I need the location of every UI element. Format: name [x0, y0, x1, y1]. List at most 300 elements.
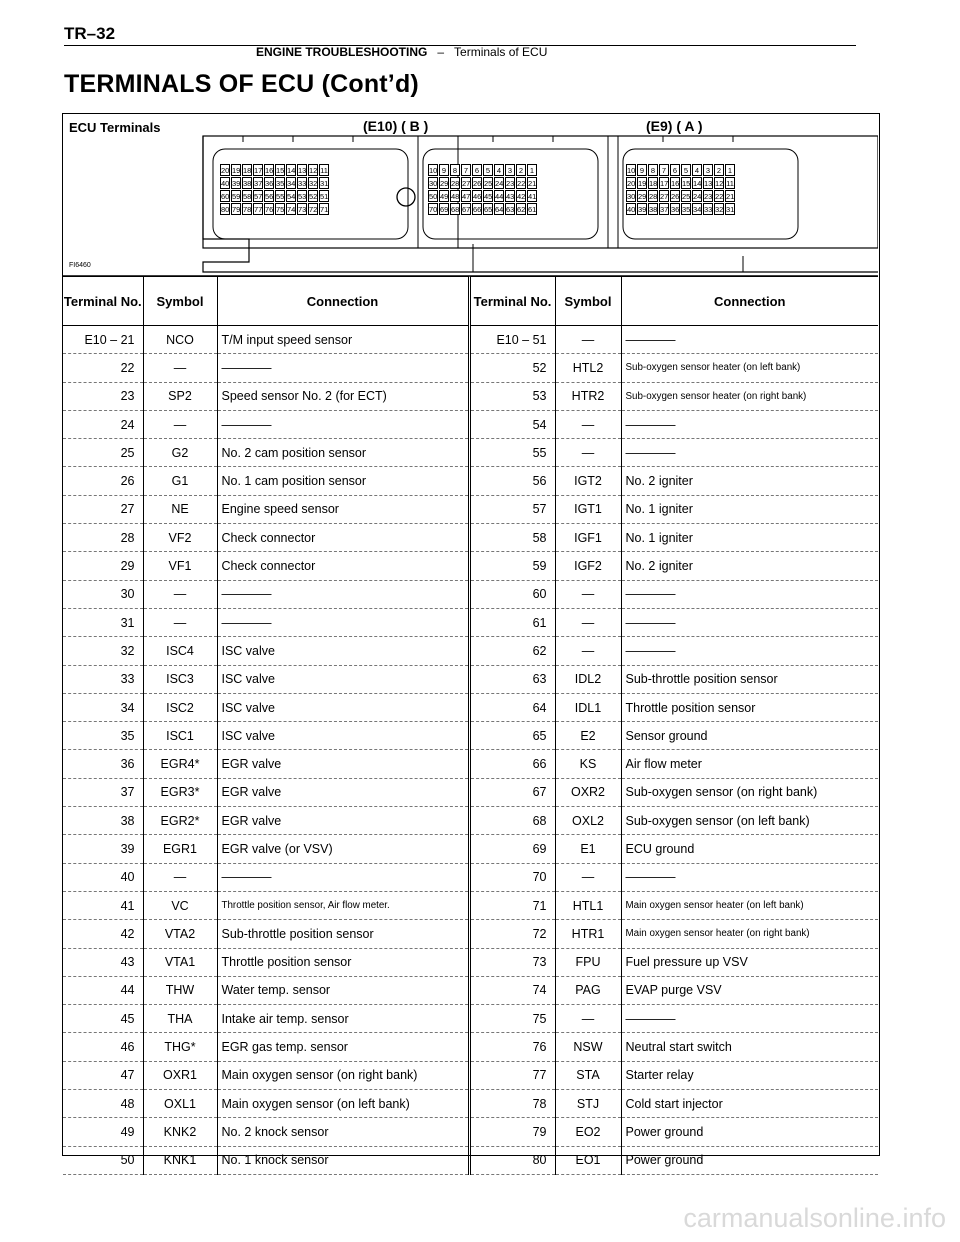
- terminal-no-cell: 45: [63, 1005, 143, 1033]
- symbol-cell-right: IGT2: [555, 467, 621, 495]
- symbol-cell: VTA1: [143, 948, 217, 976]
- table-row: [63, 835, 878, 863]
- terminal-pin: 36: [671, 205, 680, 214]
- terminal-pin: 15: [682, 179, 691, 188]
- terminal-pin: 67: [462, 205, 471, 214]
- pin-row: [428, 164, 537, 176]
- terminal-no-cell-right: 63: [469, 665, 555, 693]
- symbol-cell-right: —: [555, 863, 621, 891]
- terminal-pin: 2: [714, 164, 724, 176]
- connection-cell: Engine speed sensor: [217, 495, 469, 523]
- terminal-pin: 14: [287, 166, 296, 175]
- connection-cell-right: Sensor ground: [621, 722, 878, 750]
- section-title: ENGINE TROUBLESHOOTING: [256, 45, 428, 59]
- terminal-pin: 6: [472, 164, 482, 176]
- connection-cell: Check connector: [217, 524, 469, 552]
- connection-cell-right: Power ground: [621, 1118, 878, 1146]
- symbol-cell-right: IGF2: [555, 552, 621, 580]
- terminal-no-cell-right: 69: [469, 835, 555, 863]
- symbol-cell: SP2: [143, 382, 217, 410]
- connection-cell-right: Sub-oxygen sensor (on right bank): [621, 778, 878, 806]
- symbol-cell-right: STA: [555, 1061, 621, 1089]
- connection-cell: Throttle position sensor, Air flow meter.: [217, 891, 469, 919]
- terminal-pin: 24: [495, 179, 504, 188]
- terminal-pin: 15: [276, 166, 285, 175]
- table-row: [63, 920, 878, 948]
- connection-cell: No. 1 knock sensor: [217, 1146, 469, 1174]
- terminal-pin: 35: [276, 179, 285, 188]
- symbol-cell: —: [143, 580, 217, 608]
- table-row: [63, 891, 878, 919]
- connection-cell-right: Sub-oxygen sensor heater (on left bank): [621, 354, 878, 382]
- terminal-no-cell-right: 58: [469, 524, 555, 552]
- terminal-pin: 26: [473, 179, 482, 188]
- terminal-no-cell-right: 57: [469, 495, 555, 523]
- terminal-pin: 19: [638, 179, 647, 188]
- symbol-cell-right: —: [555, 439, 621, 467]
- terminal-table: [63, 276, 878, 1175]
- terminal-pin: 47: [462, 192, 471, 201]
- terminal-pin: 29: [638, 192, 647, 201]
- terminal-pin: 70: [429, 205, 438, 214]
- terminal-no-cell: 36: [63, 750, 143, 778]
- terminal-no-cell-right: 59: [469, 552, 555, 580]
- symbol-cell: VF2: [143, 524, 217, 552]
- symbol-cell-right: HTL1: [555, 891, 621, 919]
- terminal-no-cell: 29: [63, 552, 143, 580]
- symbol-cell-right: —: [555, 608, 621, 636]
- symbol-cell: EGR4*: [143, 750, 217, 778]
- connection-cell: No. 2 knock sensor: [217, 1118, 469, 1146]
- terminal-pin: 38: [243, 179, 252, 188]
- symbol-cell-right: HTR2: [555, 382, 621, 410]
- terminal-pin: 13: [704, 179, 713, 188]
- terminal-pin: 31: [726, 205, 735, 214]
- terminal-pin: 10: [627, 166, 636, 175]
- header-connection-right: Connection: [621, 277, 878, 326]
- ecu-terminal-figure: [62, 113, 880, 1168]
- pin-row: [428, 203, 537, 215]
- symbol-cell-right: IGT1: [555, 495, 621, 523]
- connection-cell-right: No. 1 igniter: [621, 524, 878, 552]
- terminal-pin: 4: [692, 164, 702, 176]
- symbol-cell: NCO: [143, 326, 217, 354]
- connection-cell-right: Throttle position sensor: [621, 693, 878, 721]
- symbol-cell-right: —: [555, 637, 621, 665]
- table-row: [63, 608, 878, 636]
- symbol-cell: VC: [143, 891, 217, 919]
- symbol-cell: ISC4: [143, 637, 217, 665]
- table-row: [63, 326, 878, 354]
- terminal-pin: 27: [660, 192, 669, 201]
- terminal-pin: 12: [309, 166, 318, 175]
- symbol-cell-right: OXR2: [555, 778, 621, 806]
- terminal-no-cell: 33: [63, 665, 143, 693]
- connection-cell-right: Sub-throttle position sensor: [621, 665, 878, 693]
- terminal-pin: 65: [484, 205, 493, 214]
- terminal-no-cell: 48: [63, 1090, 143, 1118]
- connection-cell: Check connector: [217, 552, 469, 580]
- terminal-pin: 7: [659, 164, 669, 176]
- symbol-cell-right: EO2: [555, 1118, 621, 1146]
- connection-cell-right: ————: [621, 863, 878, 891]
- symbol-cell: THA: [143, 1005, 217, 1033]
- terminal-pin: 11: [726, 179, 734, 188]
- terminal-no-cell: 32: [63, 637, 143, 665]
- symbol-cell-right: STJ: [555, 1090, 621, 1118]
- terminal-no-cell-right: 74: [469, 976, 555, 1004]
- connection-cell-right: Sub-oxygen sensor heater (on right bank): [621, 382, 878, 410]
- terminal-no-cell: 27: [63, 495, 143, 523]
- terminal-pin: 40: [627, 205, 636, 214]
- connector-diagram: [63, 114, 878, 277]
- pin-row: [626, 177, 735, 189]
- symbol-cell: KNK1: [143, 1146, 217, 1174]
- symbol-cell-right: E1: [555, 835, 621, 863]
- terminal-pin: 74: [287, 205, 296, 214]
- symbol-cell: OXL1: [143, 1090, 217, 1118]
- terminal-no-cell: 38: [63, 807, 143, 835]
- terminal-pin: 7: [461, 164, 471, 176]
- symbol-cell-right: KS: [555, 750, 621, 778]
- connection-cell-right: ————: [621, 410, 878, 438]
- connector-b-pins: [428, 164, 537, 215]
- symbol-cell-right: IDL1: [555, 693, 621, 721]
- pin-row: [428, 190, 537, 202]
- table-row: [63, 382, 878, 410]
- table-header-row: [63, 277, 878, 326]
- terminal-pin: 21: [726, 192, 735, 201]
- terminal-pin: 34: [287, 179, 296, 188]
- connection-cell: ISC valve: [217, 665, 469, 693]
- terminal-no-cell-right: 67: [469, 778, 555, 806]
- terminal-pin: 73: [298, 205, 307, 214]
- terminal-pin: 16: [671, 179, 680, 188]
- terminal-pin: 76: [265, 205, 274, 214]
- connection-cell: ————: [217, 608, 469, 636]
- terminal-pin: 3: [703, 164, 713, 176]
- connection-cell-right: EVAP purge VSV: [621, 976, 878, 1004]
- terminal-no-cell-right: 56: [469, 467, 555, 495]
- connection-cell: No. 1 cam position sensor: [217, 467, 469, 495]
- terminal-pin: 72: [309, 205, 318, 214]
- terminal-pin: 49: [440, 192, 449, 201]
- table-row: [63, 1061, 878, 1089]
- terminal-pin: 51: [320, 192, 329, 201]
- terminal-rows: [63, 326, 878, 1175]
- symbol-cell: G2: [143, 439, 217, 467]
- symbol-cell: THW: [143, 976, 217, 1004]
- terminal-pin: 13: [298, 166, 307, 175]
- terminal-no-cell: 31: [63, 608, 143, 636]
- connection-cell-right: Main oxygen sensor heater (on right bank): [621, 920, 878, 948]
- table-row: [63, 354, 878, 382]
- watermark: carmanualsonline.info: [683, 1203, 946, 1233]
- connection-cell: EGR gas temp. sensor: [217, 1033, 469, 1061]
- symbol-cell: NE: [143, 495, 217, 523]
- terminal-pin: 46: [473, 192, 482, 201]
- terminal-pin: 9: [637, 164, 647, 176]
- symbol-cell: OXR1: [143, 1061, 217, 1089]
- terminal-no-cell: 50: [63, 1146, 143, 1174]
- terminal-no-cell: 40: [63, 863, 143, 891]
- terminal-pin: 5: [483, 164, 493, 176]
- terminal-pin: 58: [243, 192, 252, 201]
- connection-cell: Throttle position sensor: [217, 948, 469, 976]
- terminal-no-cell: 34: [63, 693, 143, 721]
- terminal-no-cell-right: 73: [469, 948, 555, 976]
- terminal-pin: 14: [693, 179, 702, 188]
- terminal-pin: 69: [440, 205, 449, 214]
- symbol-cell-right: HTL2: [555, 354, 621, 382]
- terminal-no-cell-right: 71: [469, 891, 555, 919]
- pin-row: [220, 177, 329, 189]
- symbol-cell: EGR1: [143, 835, 217, 863]
- terminal-pin: 18: [243, 166, 252, 175]
- terminal-pin: 8: [450, 164, 460, 176]
- terminal-no-cell: 26: [63, 467, 143, 495]
- table-row: [63, 1033, 878, 1061]
- connection-cell: EGR valve: [217, 750, 469, 778]
- terminal-no-cell: 46: [63, 1033, 143, 1061]
- table-row: [63, 948, 878, 976]
- terminal-pin: 19: [232, 166, 241, 175]
- terminal-pin: 22: [517, 179, 526, 188]
- terminal-no-cell-right: 60: [469, 580, 555, 608]
- connection-cell-right: Fuel pressure up VSV: [621, 948, 878, 976]
- terminal-pin: 36: [265, 179, 274, 188]
- terminal-pin: 18: [649, 179, 658, 188]
- terminal-no-cell-right: 79: [469, 1118, 555, 1146]
- connection-cell: Intake air temp. sensor: [217, 1005, 469, 1033]
- page-number: TR–32: [64, 24, 116, 43]
- connection-cell: ————: [217, 863, 469, 891]
- terminal-pin: 41: [528, 192, 537, 201]
- connection-cell-right: ————: [621, 637, 878, 665]
- connection-cell-right: Sub-oxygen sensor (on left bank): [621, 807, 878, 835]
- table-row: [63, 722, 878, 750]
- terminal-pin: 78: [243, 205, 252, 214]
- terminal-no-cell-right: 77: [469, 1061, 555, 1089]
- symbol-cell-right: —: [555, 1005, 621, 1033]
- terminal-no-cell-right: 80: [469, 1146, 555, 1174]
- terminal-no-cell-right: 70: [469, 863, 555, 891]
- terminal-pin: 25: [682, 192, 691, 201]
- symbol-cell-right: E2: [555, 722, 621, 750]
- terminal-pin: 42: [517, 192, 526, 201]
- terminal-pin: 23: [506, 179, 515, 188]
- table-row: [63, 524, 878, 552]
- connection-cell: Speed sensor No. 2 (for ECT): [217, 382, 469, 410]
- pin-row: [220, 203, 329, 215]
- symbol-cell-right: EO1: [555, 1146, 621, 1174]
- terminal-pin: 9: [439, 164, 449, 176]
- connector-e9-pins: [626, 164, 735, 215]
- terminal-no-cell-right: 65: [469, 722, 555, 750]
- terminal-no-cell: 35: [63, 722, 143, 750]
- terminal-pin: 71: [320, 205, 329, 214]
- terminal-no-cell-right: 75: [469, 1005, 555, 1033]
- terminal-pin: 48: [451, 192, 460, 201]
- terminal-pin: 62: [517, 205, 526, 214]
- page-title: TERMINALS OF ECU (Cont’d): [64, 70, 419, 98]
- section-separator: –: [437, 45, 445, 59]
- terminal-pin: 26: [671, 192, 680, 201]
- terminal-pin: 10: [429, 166, 438, 175]
- connection-cell: Main oxygen sensor (on left bank): [217, 1090, 469, 1118]
- terminal-pin: 24: [693, 192, 702, 201]
- table-row: [63, 1090, 878, 1118]
- connection-cell: Sub-throttle position sensor: [217, 920, 469, 948]
- terminal-pin: 1: [527, 164, 537, 176]
- pin-row: [220, 190, 329, 202]
- symbol-cell-right: —: [555, 410, 621, 438]
- terminal-pin: 44: [495, 192, 504, 201]
- terminal-no-cell-right: 52: [469, 354, 555, 382]
- table-row: [63, 637, 878, 665]
- table-row: [63, 1118, 878, 1146]
- terminal-pin: 33: [298, 179, 307, 188]
- connection-cell-right: Main oxygen sensor heater (on left bank): [621, 891, 878, 919]
- symbol-cell: VTA2: [143, 920, 217, 948]
- terminal-no-cell: 37: [63, 778, 143, 806]
- terminal-pin: 33: [704, 205, 713, 214]
- connection-cell: EGR valve (or VSV): [217, 835, 469, 863]
- section-heading: [256, 45, 547, 59]
- table-row: [63, 863, 878, 891]
- terminal-pin: 57: [254, 192, 263, 201]
- terminal-pin: 39: [232, 179, 241, 188]
- connection-cell-right: ————: [621, 580, 878, 608]
- connection-cell-right: ————: [621, 439, 878, 467]
- terminal-no-cell: 25: [63, 439, 143, 467]
- symbol-cell: EGR3*: [143, 778, 217, 806]
- table-row: [63, 580, 878, 608]
- terminal-pin: 38: [649, 205, 658, 214]
- connection-cell: Main oxygen sensor (on right bank): [217, 1061, 469, 1089]
- terminal-no-cell: 43: [63, 948, 143, 976]
- pin-row: [626, 203, 735, 215]
- pin-row: [626, 164, 735, 176]
- connector-e10-pins: [220, 164, 329, 215]
- terminal-pin: 61: [528, 205, 537, 214]
- symbol-cell-right: NSW: [555, 1033, 621, 1061]
- connection-cell-right: Power ground: [621, 1146, 878, 1174]
- table-row: [63, 1146, 878, 1174]
- terminal-pin: 37: [254, 179, 263, 188]
- pin-row: [428, 177, 537, 189]
- connection-cell-right: No. 2 igniter: [621, 552, 878, 580]
- terminal-no-cell-right: 55: [469, 439, 555, 467]
- connection-cell: ————: [217, 410, 469, 438]
- terminal-no-cell: 39: [63, 835, 143, 863]
- symbol-cell: ISC3: [143, 665, 217, 693]
- terminal-no-cell: 22: [63, 354, 143, 382]
- terminal-no-cell-right: 54: [469, 410, 555, 438]
- symbol-cell: EGR2*: [143, 807, 217, 835]
- pin-row: [220, 164, 329, 176]
- symbol-cell: —: [143, 410, 217, 438]
- terminal-pin: 22: [715, 192, 724, 201]
- terminal-pin: 12: [715, 179, 724, 188]
- terminal-no-cell: 24: [63, 410, 143, 438]
- terminal-pin: 79: [232, 205, 241, 214]
- terminal-pin: 20: [627, 179, 636, 188]
- terminal-no-cell: 44: [63, 976, 143, 1004]
- terminal-pin: 6: [670, 164, 680, 176]
- table-row: [63, 552, 878, 580]
- terminal-pin: 17: [660, 179, 669, 188]
- header-terminal-no: Terminal No.: [63, 277, 143, 326]
- terminal-pin: 56: [265, 192, 274, 201]
- terminal-pin: 60: [221, 192, 230, 201]
- terminal-pin: 30: [627, 192, 636, 201]
- connection-cell-right: ————: [621, 326, 878, 354]
- connection-cell-right: Neutral start switch: [621, 1033, 878, 1061]
- connection-cell: T/M input speed sensor: [217, 326, 469, 354]
- table-row: [63, 750, 878, 778]
- terminal-no-cell: 30: [63, 580, 143, 608]
- connection-cell-right: Starter relay: [621, 1061, 878, 1089]
- terminal-pin: 64: [495, 205, 504, 214]
- terminal-no-cell-right: 61: [469, 608, 555, 636]
- terminal-pin: 53: [298, 192, 307, 201]
- terminal-pin: 75: [276, 205, 285, 214]
- terminal-pin: 34: [693, 205, 702, 214]
- symbol-cell-right: FPU: [555, 948, 621, 976]
- symbol-cell: VF1: [143, 552, 217, 580]
- terminal-pin: 27: [462, 179, 471, 188]
- figure-id: FI6460: [69, 262, 91, 269]
- terminal-pin: 11: [320, 166, 328, 175]
- terminal-no-cell-right: 76: [469, 1033, 555, 1061]
- terminal-pin: 43: [506, 192, 515, 201]
- terminal-no-cell: 42: [63, 920, 143, 948]
- symbol-cell: —: [143, 608, 217, 636]
- connection-cell-right: Cold start injector: [621, 1090, 878, 1118]
- terminal-pin: 2: [516, 164, 526, 176]
- terminal-pin: 8: [648, 164, 658, 176]
- terminal-pin: 37: [660, 205, 669, 214]
- connection-cell-right: ————: [621, 1005, 878, 1033]
- header-terminal-no-right: Terminal No.: [469, 277, 555, 326]
- terminal-pin: 30: [429, 179, 438, 188]
- table-row: [63, 439, 878, 467]
- terminal-no-cell-right: 78: [469, 1090, 555, 1118]
- terminal-pin: 35: [682, 205, 691, 214]
- connection-cell: ————: [217, 580, 469, 608]
- terminal-pin: 1: [725, 164, 735, 176]
- terminal-pin: 39: [638, 205, 647, 214]
- terminal-pin: 23: [704, 192, 713, 201]
- terminal-no-cell-right: 72: [469, 920, 555, 948]
- terminal-no-cell: 49: [63, 1118, 143, 1146]
- terminal-no-cell: 47: [63, 1061, 143, 1089]
- symbol-cell: G1: [143, 467, 217, 495]
- terminal-pin: 32: [309, 179, 318, 188]
- terminal-pin: 17: [254, 166, 263, 175]
- connection-cell: EGR valve: [217, 807, 469, 835]
- terminal-pin: 52: [309, 192, 318, 201]
- diagram-caption: ECU Terminals: [69, 120, 161, 135]
- symbol-cell-right: OXL2: [555, 807, 621, 835]
- connection-cell: Water temp. sensor: [217, 976, 469, 1004]
- symbol-cell-right: IGF1: [555, 524, 621, 552]
- symbol-cell: —: [143, 354, 217, 382]
- terminal-pin: 20: [221, 166, 230, 175]
- terminal-pin: 80: [221, 205, 230, 214]
- terminal-pin: 55: [276, 192, 285, 201]
